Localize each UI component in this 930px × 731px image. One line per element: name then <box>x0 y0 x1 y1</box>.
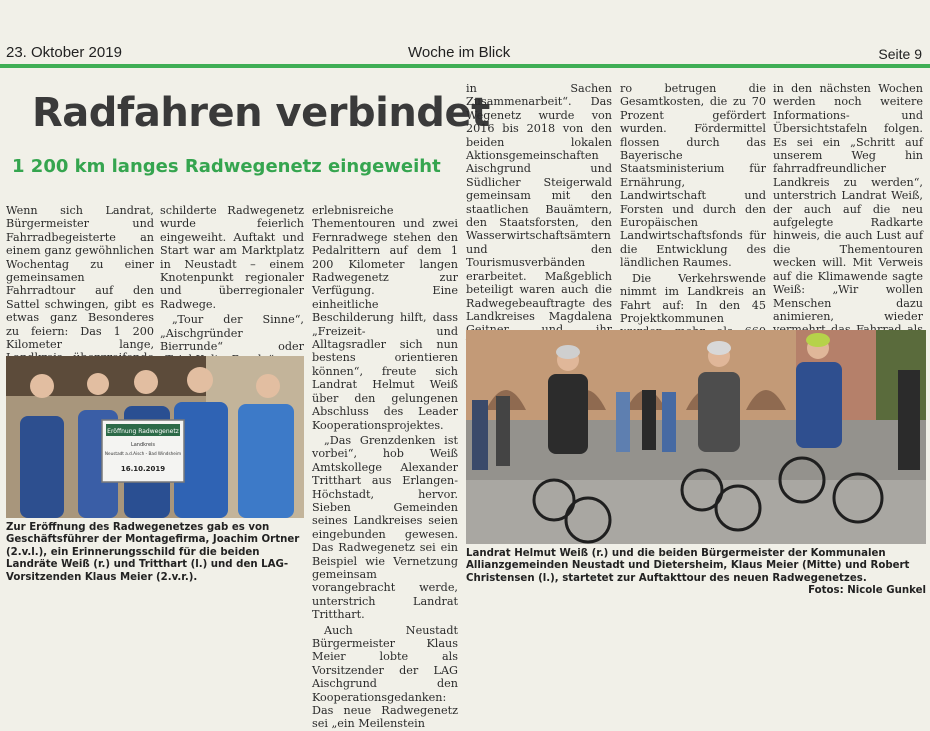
paragraph: Wenn sich Landrat, Bürgermeister und Fahrradbegeisterte an einem ganz gewöhnlichen Wochentag zu einer gemeinsamen Fahrradtour auf den Sattel schwingen, gibt es etwas ganz Besonderes zu feiern: Das 1 200 Kilometer lange, <box>6 204 154 352</box>
photo-caption-1: Zur Eröffnung des Radwegenetzes gab es von Geschäftsführer der Montagefirma, Joachim Ortner (2.v.l.), ein Erinnerungsschild für die beiden Landräte Weiß (r.) und Tritthart (l.) und den LAG-Vorsitzenden Klaus Meier (2.v.r.). <box>6 522 300 583</box>
article-column-6 <box>773 82 923 326</box>
paragraph: erlebnisreiche Thementouren und zwei Fernradwege stehen den Pedalrittern auf dem 1 200 Kilometer langen Radwegenetz zur Verfügung. Eine einheitliche Beschilderung hilft, dass „Freizeit- und Alltagsradler sich nun bestens orientieren können“, freute sich Landrat Helmut Weiß über den gelungenen Abschluss des Leader Kooperationsprojektes. <box>312 204 458 432</box>
paragraph: Auch Neustadt Bürgermeister Klaus Meier lobte als Vorsitzender der LAG Aischgrund den Kooperationsgedanken: Das neue Radwegenetz sei „ein Meilenstein <box>312 623 458 731</box>
page-number: Seite 9 <box>878 46 922 62</box>
subheadline: 1 200 km langes Radwegenetz eingeweiht <box>12 156 441 177</box>
article-column-2 <box>160 204 304 352</box>
photo-cyclists-illustration <box>466 330 926 544</box>
article-column-3 <box>312 204 458 731</box>
article-column-5 <box>620 82 766 326</box>
paragraph: schilderte Radwegenetz wurde feierlich eingeweiht. Auftakt und Start war am Marktplatz in Neustadt – einem Knotenpunkt regionaler und überregionaler Radwege. <box>160 204 304 311</box>
sign-line: Neustadt a.d.Aisch - Bad Windsheim <box>104 451 182 456</box>
paragraph: „Das Grenzdenken ist vorbei“, hob Weiß Amtskollege Alexander Tritthart aus Erlangen-Höchstadt, hervor. Sieben Gemeinden seines Landkreises seien eingebunden gewesen. Das Radwegenetz sei ein Beispiel wie Vernetzung gemeinsam vorangebracht werde, unterstrich Landrat Tritthart. <box>312 433 458 622</box>
photo-caption-2 <box>466 548 926 598</box>
photo-sign-presentation <box>6 356 304 518</box>
photo-credit: Fotos: Nicole Gunkel <box>808 585 926 597</box>
paragraph: ro betrugen die Gesamtkosten, die zu 70 Prozent gefördert wurden. Fördermittel flossen durch das Bayerische Staatsministerium für Ernährung, Landwirtschaft und Forsten und durch den Europäischen Landwirtschaftsfonds für die Entwicklung des ländlichen Raumes. <box>620 82 766 270</box>
paragraph: „Tour der Sinne“, „Aischgründer Bierrunde“ oder <box>160 313 304 354</box>
issue-date: 23. Oktober 2019 <box>6 44 122 61</box>
header-rule <box>0 64 930 68</box>
sign-line: Landkreis <box>130 442 156 448</box>
headline: Radfahren verbindet <box>32 90 490 136</box>
paragraph: Die Verkehrswende nimmt im Landkreis an Fahrt auf: In den 45 Projektkommunen <box>620 271 766 325</box>
paragraph: in den nächsten Wochen werden noch weitere Informations- und Übersichtstafeln folgen. Es sei ein „Schritt auf unserem Weg hin fahrradfreundlicher Landkreis zu werden“, unterstrich Landrat Weiß, der auch auf die neu aufgelegte Radkarte hinweis, die auch Lust auf die Thementouren wecken will. Mit Verweis auf die Klimawende sagte Weiß: „Wir wollen Menschen dazu animieren, wieder <box>773 82 923 323</box>
article-column-4 <box>466 82 612 326</box>
photo-sign-presentation-illustration <box>6 356 304 518</box>
article-column-1 <box>6 204 154 352</box>
paragraph: in Sachen Zusammenarbeit“. Das Wegenetz wurde von 2016 bis 2018 von den beiden lokalen Aktionsgemeinschaften Aischgrund und Südlicher Steigerwald gemeinsam mit den staatlichen Bauämtern, den Staatsforsten, den Wasserwirtschaftsämtern und den Tourismusverbänden erarbeitet. Maßgeblich beteiligt waren auch die Radwegebeauftragte des Landkreises Magdalena <box>466 82 612 323</box>
section-title: Woche im Blick <box>408 44 511 61</box>
caption-text: Landrat Helmut Weiß (r.) und die beiden Bürgermeister der Kommunalen Allianzgemeinden Neustadt und Dietersheim, Klaus Meier (Mitte) und Robert Christensen (l.), startetet zur Auftakttour des neuen Radwegenetzes. <box>466 548 910 584</box>
sign-date: 16.10.2019 <box>120 465 166 473</box>
photo-cyclists <box>466 330 926 544</box>
sign-title: Eröffnung Radwegenetz <box>107 428 179 435</box>
